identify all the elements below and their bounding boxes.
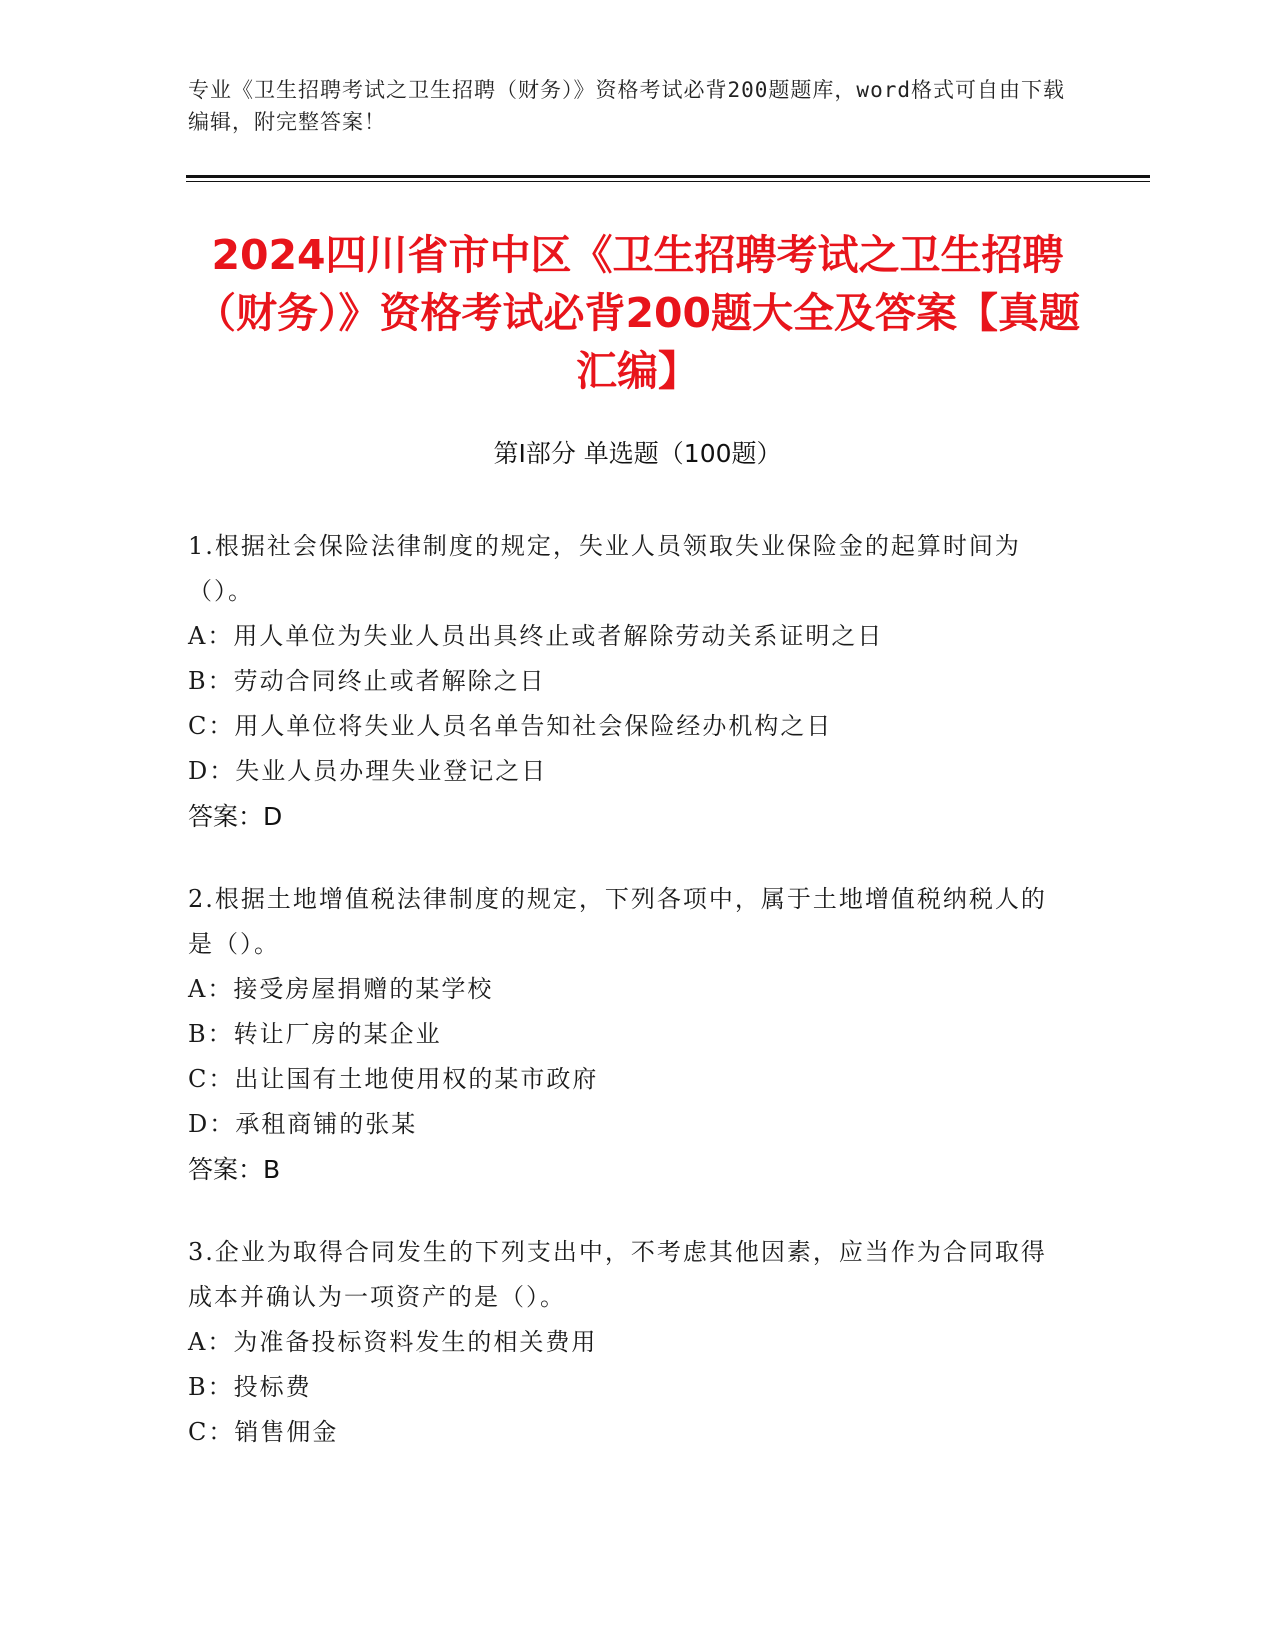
- option-c: C：出让国有土地使用权的某市政府: [188, 1065, 599, 1093]
- header-note: 专业《卫生招聘考试之卫生招聘（财务）》资格考试必背200题题库，word格式可自由下载编辑，附完整答案！: [188, 78, 1065, 134]
- answer-line: 答案：B: [188, 1155, 281, 1184]
- question-list: [188, 524, 1068, 1493]
- question-3: [188, 1230, 1068, 1455]
- document-title: 2024四川省市中区《卫生招聘考试之卫生招聘（财务）》资格考试必背200题大全及答案【真题汇编】: [194, 231, 1081, 395]
- header-divider-thin: [186, 181, 1150, 182]
- section-heading: 第I部分 单选题（100题）: [493, 439, 782, 468]
- question-stem: 3.企业为取得合同发生的下列支出中，不考虑其他因素，应当作为合同取得成本并确认为一项资产的是（）。: [188, 1238, 1047, 1311]
- option-a: A：接受房屋捐赠的某学校: [188, 975, 494, 1003]
- option-d: D：承租商铺的张某: [188, 1110, 418, 1138]
- answer-line: 答案：D: [188, 802, 283, 831]
- question-1: [188, 524, 1068, 839]
- option-b: B：转让厂房的某企业: [188, 1020, 442, 1048]
- option-d: D：失业人员办理失业登记之日: [188, 757, 548, 785]
- question-2: [188, 877, 1068, 1192]
- option-c: C：销售佣金: [188, 1418, 339, 1446]
- option-a: A：为准备投标资料发生的相关费用: [188, 1328, 598, 1356]
- option-a: A：用人单位为失业人员出具终止或者解除劳动关系证明之日: [188, 622, 884, 650]
- question-stem: 1.根据社会保险法律制度的规定，失业人员领取失业保险金的起算时间为（）。: [188, 532, 1021, 605]
- header-divider-thick: [186, 175, 1150, 178]
- option-c: C：用人单位将失业人员名单告知社会保险经办机构之日: [188, 712, 833, 740]
- question-stem: 2.根据土地增值税法律制度的规定，下列各项中，属于土地增值税纳税人的是（）。: [188, 885, 1047, 958]
- option-b: B：投标费: [188, 1373, 312, 1401]
- option-b: B：劳动合同终止或者解除之日: [188, 667, 546, 695]
